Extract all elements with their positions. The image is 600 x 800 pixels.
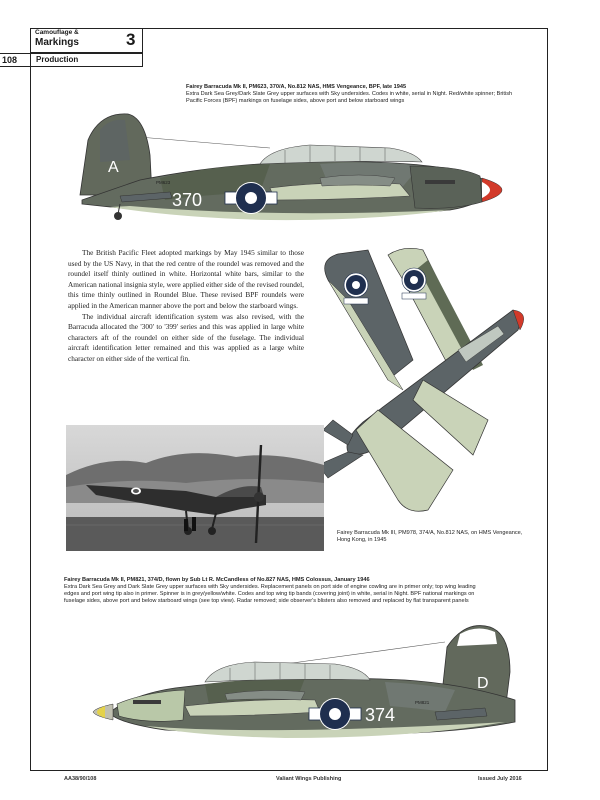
profile3-aircraft [85, 612, 525, 752]
profile3-fin-letter: D [477, 675, 489, 692]
profile3-serial: PM821 [415, 700, 430, 705]
profile1-fin-letter: A [108, 159, 119, 176]
body-text [68, 248, 304, 365]
profile3-caption-body: Extra Dark Sea Grey and Dark Slate Grey upper surfaces with Sky undersides. Replacement panels on port side of engine cowling are in primer only; top wing leading edges and port wing tip also in primer. Spinner is in grey/yellow/white. Codes and top wing tip bands (covering joint) in white, serial in Night. BPF national markings on fuselage sides, above port and below starboard wings (see top view). Radar removed; side observer's blisters also removed and replaced by flat transparent panels [64, 584, 476, 604]
footer-publisher: Valiant Wings Publishing [276, 776, 342, 782]
header-big-title: Markings [35, 37, 79, 48]
page-number: 108 [2, 55, 18, 65]
profile1-serial: PM623 [156, 180, 171, 185]
footer-code: AA38/90/108 [64, 776, 97, 782]
section-title: Production [36, 55, 79, 64]
footer-issue: Issued July 2016 [478, 776, 522, 782]
body-paragraph: The British Pacific Fleet adopted markings by May 1945 similar to those used by the US Navy, in that the red centre of the roundel was removed and the roundel itself thinly outlined in white. Horizontal white bars, similar to the American national insignia style, were applied either side of the revised roundel, this time thinly outlined in Roundel Blue. These revised BPF roundels were applied in the American manner above the port and below the starboard wings. [68, 248, 304, 310]
chapter-number: 3 [126, 30, 136, 49]
profile1-code: 370 [172, 190, 203, 210]
profile3-caption [64, 577, 484, 605]
historical-photo [66, 425, 324, 551]
top-view-aircraft [308, 240, 538, 525]
body-paragraph: The individual aircraft identification system was also revised, with the Barracuda allocated the '300' to '399' series and this was applied in large white characters aft of the roundel on either side of the fuselage. The individual aircraft identification letter remained and this was applied as a large white character on either side of the vertical fin. [68, 311, 304, 363]
profile3-caption-title: Fairey Barracuda Mk II, PM821, 374/D, flown by Sub Lt R. McCandless of No.827 NAS, HMS Colossus, January 1946 [64, 577, 370, 583]
profile1-caption-title: Fairey Barracuda Mk II, PM623, 370/A, No.812 NAS, HMS Vengeance, BPF, late 1945 [186, 84, 407, 90]
profile3-code: 374 [365, 705, 396, 725]
profile1-aircraft [70, 100, 510, 225]
header-divider [30, 53, 31, 67]
profile1-caption-body: Extra Dark Sea Grey/Dark Slate Grey upper surfaces with Sky undersides. Codes in white, serial in Night. Red/white spinner; British Pacific Forces (BPF) markings on fuselage sides, above port and below starboard wings [186, 91, 513, 104]
photo-caption: Fairey Barracuda Mk III, PM978, 374/A, No.812 NAS, on HMS Vengeance, Hong Kong, in 1945 [337, 530, 523, 543]
header-small-title: Camouflage & [35, 29, 79, 36]
